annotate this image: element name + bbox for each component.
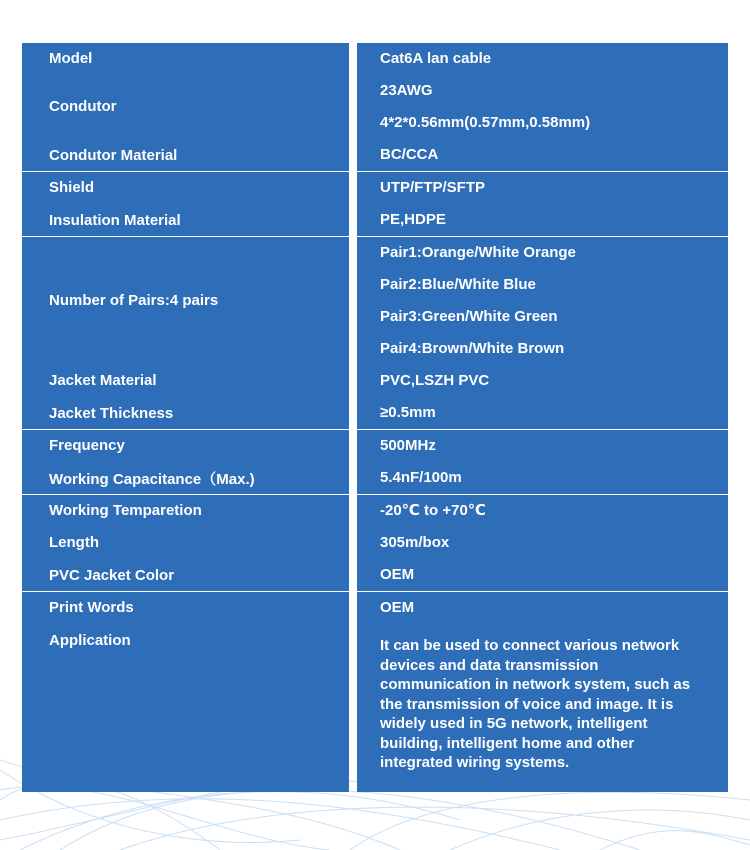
spec-value-text: UTP/FTP/SFTP [380,178,485,196]
spec-value-text: Pair3:Green/White Green [380,307,558,325]
spec-label-shield [22,172,349,204]
application-description: It can be used to connect various network devices and data transmission communication in network system, such as the transmission of voice and image. It is widely used in 5G network, intelligent building, intelligent home and other integrated wiring systems. [380,637,691,772]
spec-value-text: 23AWG [380,81,433,99]
spec-label-jacket-material [22,365,349,397]
spec-label-text: Shield [49,179,95,197]
spec-value-pvc-jacket-color [357,559,728,591]
spec-label-text: Length [49,534,99,552]
spec-label-working-capacitance-max [22,462,349,494]
spec-value-text: OEM [380,566,415,584]
spec-value-working-temparetion [357,495,728,527]
spec-value-text: PVC,LSZH PVC [380,371,490,389]
spec-value-application [357,624,728,792]
spec-label-text: PVC Jacket Color [49,566,175,584]
spec-label-pvc-jacket-color [22,559,349,591]
spec-value-text: Pair4:Brown/White Brown [380,339,565,357]
spec-value-text: OEM [380,598,415,616]
spec-value-text: Pair2:Blue/White Blue [380,275,536,293]
spec-label-text: Number of Pairs:4 pairs [49,292,219,309]
spec-label-text: Working Temparetion [49,502,202,519]
spec-label-text: Print Words [49,599,134,617]
spec-value-text: 5.4nF/100m [380,469,462,487]
spec-value-jacket-thickness [357,397,728,429]
spec-label-text: Frequency [49,437,125,455]
spec-value-text: BC/CCA [380,146,439,164]
spec-value-text: Cat6A lan cable [380,49,492,67]
spec-label-working-temparetion [22,495,349,527]
spec-label-text: Insulation Material [49,211,181,229]
spec-label-print-words [22,592,349,624]
spec-value-text: -20℃ to +70℃ [380,501,486,519]
spec-value-text: 305m/box [380,533,450,551]
spec-label-condutor [22,75,349,139]
spec-value-condutor [357,75,728,139]
spec-label-condutor-material [22,139,349,171]
spec-label-text: Working Capacitance（Max.) [49,470,255,488]
spec-value-text: 500MHz [380,436,436,454]
spec-label-text: Condutor Material [49,146,178,164]
spec-label-text: Jacket Material [49,372,157,390]
spec-label-text: Application [49,632,131,650]
spec-value-frequency [357,430,728,462]
spec-label-text: Jacket Thickness [49,404,174,422]
spec-label-model [22,43,349,75]
spec-value-print-words [357,592,728,624]
spec-value-text: 4*2*0.56mm(0.57mm,0.58mm) [380,113,591,131]
spec-value-condutor-material [357,139,728,171]
spec-value-working-capacitance-max [357,462,728,494]
spec-value-insulation-material [357,204,728,236]
spec-value-number-of-pairs-4-pairs [357,237,728,365]
spec-value-shield [357,172,728,204]
spec-value-text: ≥0.5mm [380,404,436,422]
spec-label-insulation-material [22,204,349,236]
spec-value-model [357,43,728,75]
spec-label-number-of-pairs-4-pairs [22,237,349,365]
spec-value-text: Pair1:Orange/White Orange [380,243,576,261]
spec-value-length [357,527,728,559]
spec-label-text: Model [49,50,93,67]
spec-label-jacket-thickness [22,397,349,429]
spec-value-text: PE,HDPE [380,211,446,229]
spec-label-application [22,624,349,792]
spec-label-length [22,527,349,559]
spec-label-text: Condutor [49,98,117,116]
spec-value-jacket-material [357,365,728,397]
spec-label-frequency [22,430,349,462]
